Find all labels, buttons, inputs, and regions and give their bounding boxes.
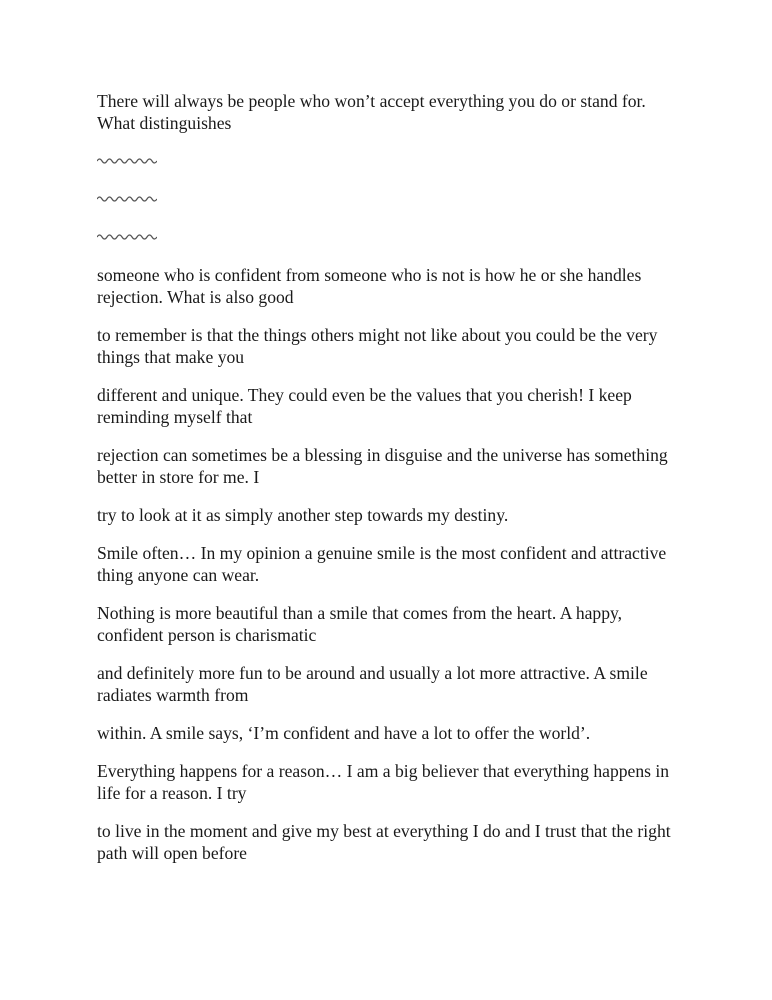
paragraph: There will always be people who won’t accept everything you do or stand for. What distinguishes	[97, 91, 646, 133]
paragraph: rejection can sometimes be a blessing in disguise and the universe has something better in store for me. I	[97, 445, 668, 487]
document-body	[97, 90, 687, 880]
separator-row	[97, 188, 687, 210]
separator-row	[97, 150, 687, 172]
squiggle-icon	[97, 157, 157, 165]
paragraph: Everything happens for a reason… I am a big believer that everything happens in life for a reason. I try	[97, 761, 670, 803]
paragraph: and definitely more fun to be around and usually a lot more attractive. A smile radiates warmth from	[97, 663, 648, 705]
squiggle-icon	[97, 195, 157, 203]
separator-row	[97, 226, 687, 248]
paragraph: within. A smile says, ‘I’m confident and have a lot to offer the world’.	[97, 723, 591, 743]
paragraph: Nothing is more beautiful than a smile that comes from the heart. A happy, confident person is charismatic	[97, 603, 623, 645]
paragraph: to live in the moment and give my best at everything I do and I trust that the right path will open before	[97, 821, 671, 863]
paragraph: someone who is confident from someone who is not is how he or she handles rejection. What is also good	[97, 265, 642, 307]
squiggle-icon	[97, 233, 157, 241]
paragraph: to remember is that the things others might not like about you could be the very things that make you	[97, 325, 658, 367]
paragraph: try to look at it as simply another step towards my destiny.	[97, 505, 509, 525]
paragraph: different and unique. They could even be the values that you cherish! I keep reminding myself that	[97, 385, 632, 427]
paragraph: Smile often… In my opinion a genuine smile is the most confident and attractive thing anyone can wear.	[97, 543, 667, 585]
